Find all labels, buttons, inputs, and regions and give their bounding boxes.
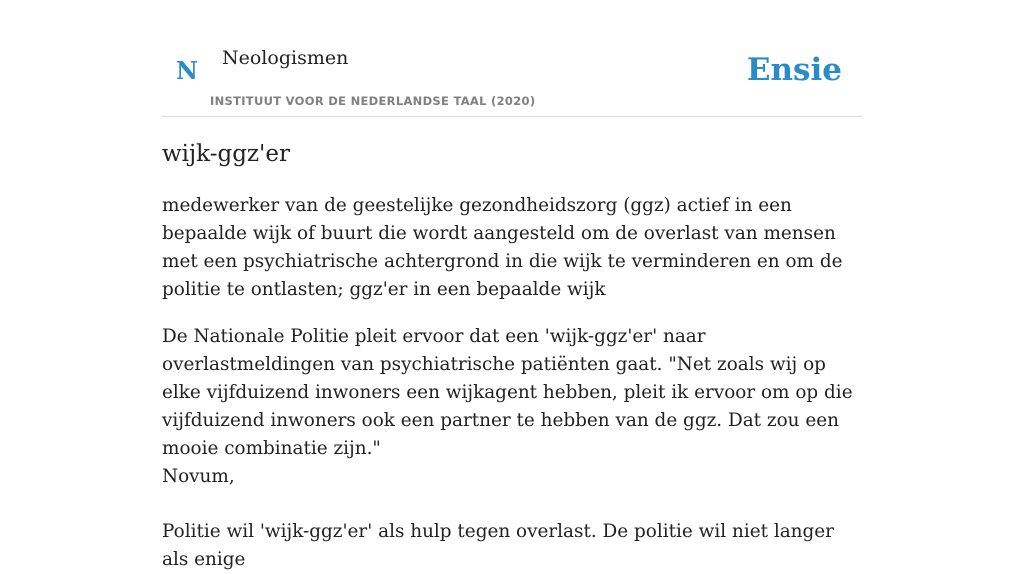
entry-term: wijk-ggz'er [162,141,290,167]
example-quote-text: De Nationale Politie pleit ervoor dat een 'wijk-ggz'er' naar overlastmeldingen van psychiatrische patiënten gaat. "Net zoals wij op elke vijfduizend inwoners een wijkagent hebben, pleit ik ervoor om op die vijfduizend inwoners ook een partner te hebben van de ggz. Dat zou een mooie combinatie zijn." [162,326,853,459]
example-quote [162,518,862,574]
source-header [162,0,862,117]
example-source: Novum, [162,466,235,487]
brand-logo-link[interactable]: Ensie [746,52,842,88]
entry-definition: medewerker van de geestelijke gezondheidszorg (ggz) actief in een bepaalde wijk of buurt die wordt aangesteld om de overlast van mensen met een psychiatrische achtergrond in die wijk te verminderen en om de politie te ontlasten; ggz'er in een bepaalde wijk [162,195,843,300]
entry-content [162,138,862,574]
source-logo: N [176,56,198,85]
source-subtitle: INSTITUUT VOOR DE NEDERLANDSE TAAL (2020) [210,94,536,108]
example-quote-text: Politie wil 'wijk-ggz'er' als hulp tegen overlast. De politie wil niet langer als enige [162,521,834,570]
source-title-link[interactable]: Neologismen [222,47,349,69]
example-quote [162,323,862,491]
